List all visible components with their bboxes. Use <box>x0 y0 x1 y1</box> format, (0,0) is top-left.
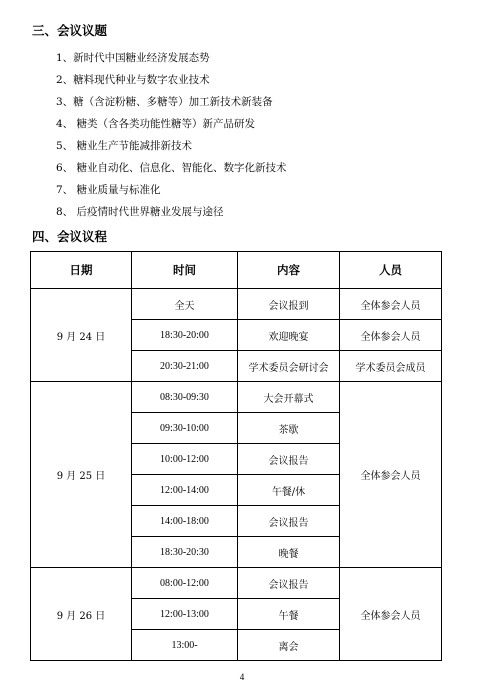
time-cell: 12:00-14:00 <box>132 475 238 506</box>
content-cell: 欢迎晚宴 <box>238 320 340 351</box>
table-row <box>31 382 442 413</box>
time-cell: 18:30-20:00 <box>132 320 238 351</box>
people-cell: 全体参会人员 <box>340 382 442 568</box>
time-cell: 20:30-21:00 <box>132 351 238 382</box>
time-cell: 10:00-12:00 <box>132 444 238 475</box>
table-header-row <box>31 252 442 289</box>
header-time: 时间 <box>132 252 238 289</box>
header-date: 日期 <box>31 252 132 289</box>
time-cell: 09:30-10:00 <box>132 413 238 444</box>
agenda-table <box>30 251 442 661</box>
content-cell: 晚餐 <box>238 537 340 568</box>
time-cell: 全天 <box>132 289 238 320</box>
topic-item: 5、 糖业生产节能减排新技术 <box>56 140 193 152</box>
topic-item: 8、 后疫情时代世界糖业发展与途径 <box>56 206 224 218</box>
content-cell: 茶歇 <box>238 413 340 444</box>
topic-item: 7、 糖业质量与标准化 <box>56 184 161 196</box>
people-cell: 学术委员会成员 <box>340 351 442 382</box>
content-cell: 午餐 <box>238 599 340 630</box>
topic-item: 1、新时代中国糖业经济发展态势 <box>56 52 210 64</box>
header-people: 人员 <box>340 252 442 289</box>
time-cell: 18:30-20:30 <box>132 537 238 568</box>
content-cell: 会议报告 <box>238 506 340 537</box>
table-row <box>31 568 442 599</box>
people-cell: 全体参会人员 <box>340 320 442 351</box>
time-cell: 14:00-18:00 <box>132 506 238 537</box>
header-content: 内容 <box>238 252 340 289</box>
topic-item: 2、糖料现代种业与数字农业技术 <box>56 74 210 86</box>
section-3-heading: 三、会议议题 <box>32 23 108 38</box>
time-cell: 08:30-09:30 <box>132 382 238 413</box>
content-cell: 会议报告 <box>238 444 340 475</box>
content-cell: 会议报告 <box>238 568 340 599</box>
date-cell: 9 月 25 日 <box>31 382 132 568</box>
content-cell: 离会 <box>238 630 340 661</box>
time-cell: 12:00-13:00 <box>132 599 238 630</box>
people-cell: 全体参会人员 <box>340 568 442 661</box>
topic-item: 3、糖（含淀粉糖、多糖等）加工新技术新装备 <box>56 96 273 108</box>
content-cell: 学术委员会研讨会 <box>238 351 340 382</box>
content-cell: 午餐/休 <box>238 475 340 506</box>
table-row <box>31 289 442 320</box>
content-cell: 大会开幕式 <box>238 382 340 413</box>
topic-item: 4、 糖类（含各类功能性糖等）新产品研发 <box>56 118 256 130</box>
time-cell: 08:00-12:00 <box>132 568 238 599</box>
content-cell: 会议报到 <box>238 289 340 320</box>
page-number: 4 <box>239 672 245 682</box>
people-cell: 全体参会人员 <box>340 289 442 320</box>
date-cell: 9 月 26 日 <box>31 568 132 661</box>
time-cell: 13:00- <box>132 630 238 661</box>
section-4-heading: 四、会议议程 <box>32 229 108 244</box>
topic-item: 6、 糖业自动化、信息化、智能化、数字化新技术 <box>56 162 287 174</box>
date-cell: 9 月 24 日 <box>31 289 132 382</box>
